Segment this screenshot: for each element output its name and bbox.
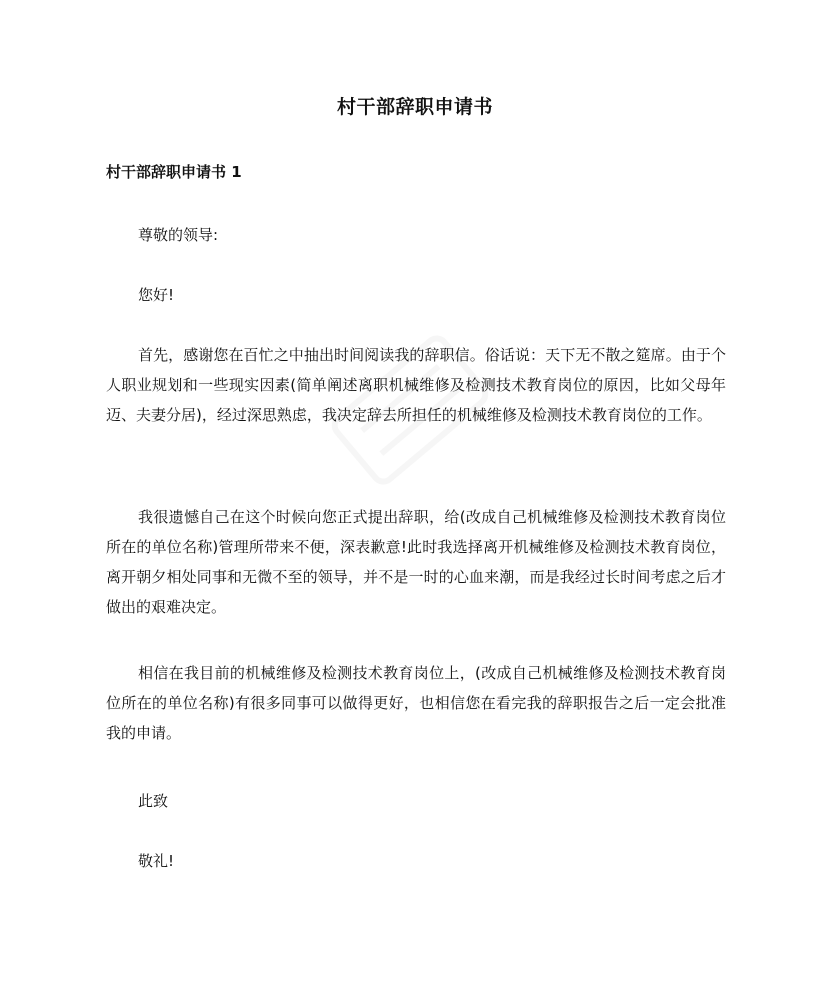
section-title: 村干部辞职申请书 1 (106, 163, 242, 181)
closing: 此致 (138, 792, 169, 810)
body-paragraph: 相信在我目前的机械维修及检测技术教育岗位上，(改成自己机械维修及检测技术教育岗位所在的单位名称)有很多同事可以做得更好，也相信您在看完我的辞职报告之后一定会批准我的申请。 (106, 664, 726, 742)
body-paragraph: 首先，感谢您在百忙之中抽出时间阅读我的辞职信。俗话说：天下无不散之筵席。由于个人职业规划和一些现实因素(简单阐述离职机械维修及检测技术教育岗位的原因，比如父母年迈、夫妻分居)，经过深思熟虑，我决定辞去所担任的机械维修及检测技术教育岗位的工作。 (106, 346, 726, 424)
greeting: 您好! (138, 286, 175, 304)
document-title: 村干部辞职申请书 (336, 96, 493, 118)
body-paragraph: 我很遗憾自己在这个时候向您正式提出辞职，给(改成自己机械维修及检测技术教育岗位所在的单位名称)管理所带来不便，深表歉意!此时我选择离开机械维修及检测技术教育岗位，离开朝夕相处同事和无微不至的领导，并不是一时的心血来潮，而是我经过长时间考虑之后才做出的艰难决定。 (106, 508, 726, 616)
regards: 敬礼! (138, 852, 175, 870)
salutation: 尊敬的领导: (138, 226, 219, 244)
